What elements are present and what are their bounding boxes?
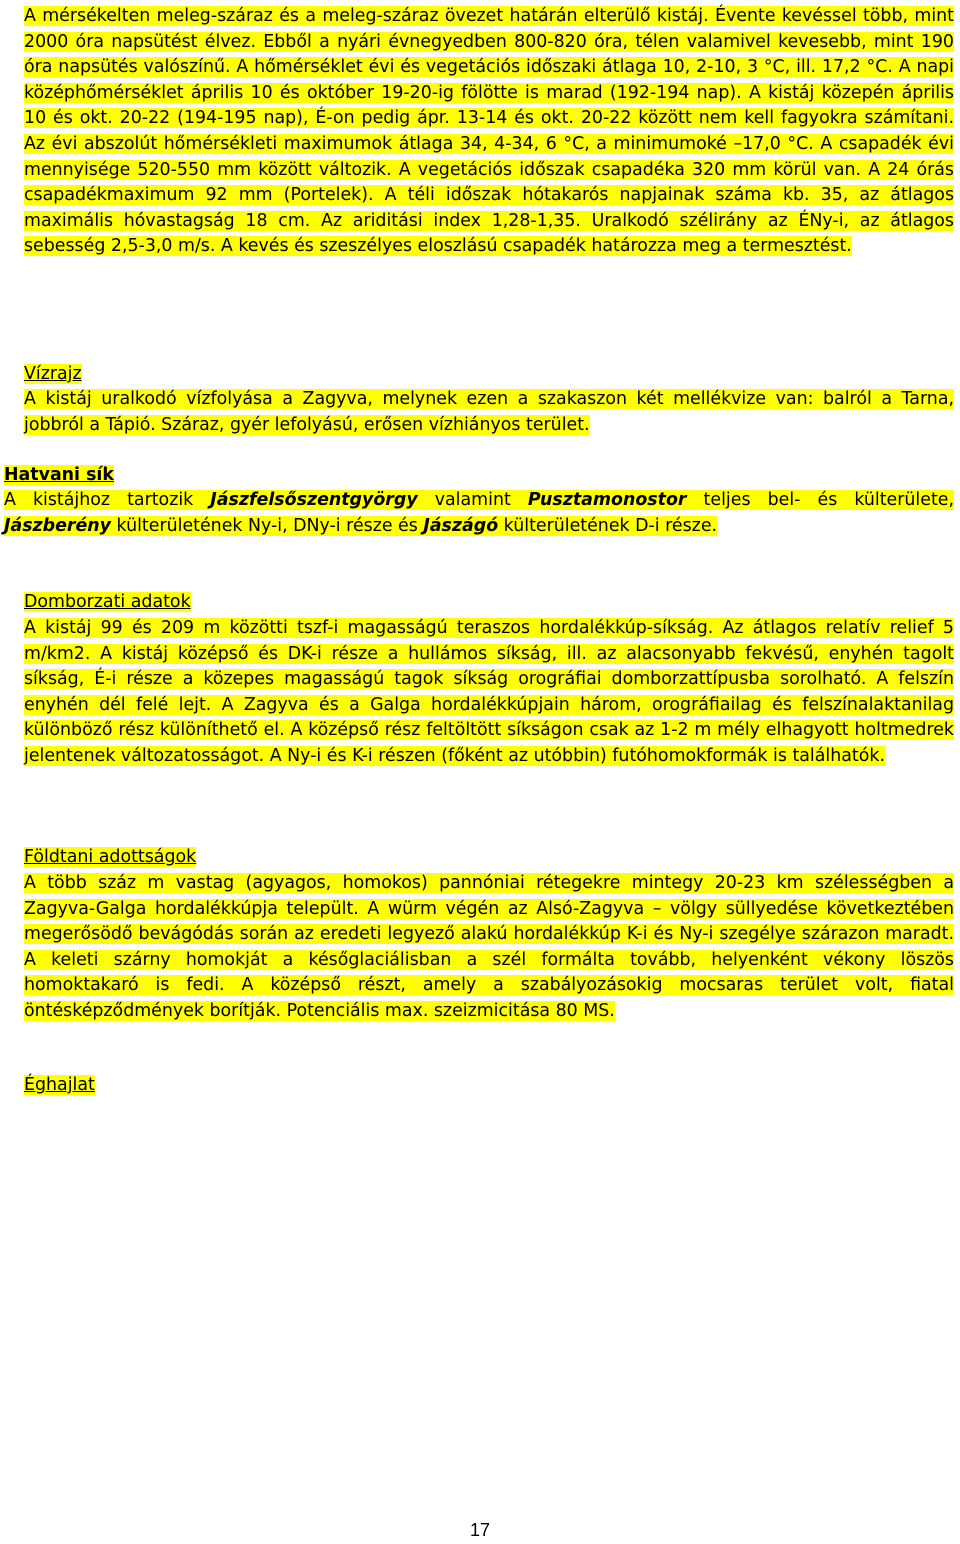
- hatvani-heading: Hatvani sík: [4, 465, 114, 485]
- relief-paragraph: [24, 616, 954, 770]
- hydrology-text: A kistáj uralkodó vízfolyása a Zagyva, melynek ezen a szakaszon két mellékvize van: balról a Tarna, jobbról a Tápió. Száraz, gyér lefolyású, erősen vízhiányos terület.: [24, 389, 954, 435]
- relief-heading: Domborzati adatok: [24, 592, 191, 612]
- page-number: 17: [469, 1520, 491, 1540]
- hydrology-heading: Vízrajz: [24, 364, 82, 384]
- climate-paragraph: [24, 4, 954, 260]
- hatvani-paragraph: A kistájhoz tartozik Jászfelsőszentgyörgy valamint Pusztamonostor teljes bel- és külterülete, Jászberény külterületének Ny-i, DNy-i része és Jászágó külterületének D-i része.: [4, 490, 954, 536]
- place-jaszago: Jászágó: [423, 515, 499, 536]
- relief-text: A kistáj 99 és 209 m közötti tszf-i magasságú teraszos hordalékkúp-síkság. Az átlagos relatív relief 5 m/km2. A kistáj középső és DK-i része a hullámos síkság, ill. az alacsonyabb fekvésű, enyhén tagolt síkság, É-i része a közepes magasságú tagok síkság orográfiai domborzattípusba sorolható. A felszín enyhén dél felé lejt. A Zagyva és a Galga hordalékkúpjain három, orográfiailag és felszínalaktanilag különböző rész különíthető el. A középső rész feltöltött síkságon csak az 1-2 m mély elhagyott holtmedrek jelentenek változatosságot. A Ny-i és K-i részen (főként az utóbbin) futóhomokformák is találhatók.: [24, 618, 954, 766]
- geology-text: A több száz m vastag (agyagos, homokos) pannóniai rétegekre mintegy 20-23 km szélességben a Zagyva-Galga hordalékkúpja települt. A würm végén az Alsó-Zagyva – völgy süllyedése következtében megerősödő bevágódás során az eredeti legyező alakú hordalékkúp K-i és Ny-i szegélye szárazon maradt. A keleti szárny homokját a későglaciálisban a szél formálta tovább, helyenként vékony löszös homoktakaró is fedi. A középső részt, amely a szabályozásokig mocsaras terület volt, fiatal öntésképződmények borítják. Potenciális max. szeizmicitása 80 MS.: [24, 873, 954, 1021]
- geology-paragraph: [24, 871, 954, 1025]
- climate-heading: Éghajlat: [24, 1075, 95, 1095]
- place-jaszfelsoszentgyorgy: Jászfelsőszentgyörgy: [210, 490, 418, 510]
- place-pusztamonostor: Pusztamonostor: [527, 490, 687, 510]
- geology-heading: Földtani adottságok: [24, 847, 197, 867]
- climate-text: A mérsékelten meleg-száraz és a meleg-száraz övezet határán elterülő kistáj. Évente kevéssel több, mint 2000 óra napsütést élvez. Ebből a nyári évnegyedben 800-820 óra, télen valamivel kevesebb, mint 190 óra napsütés valószínű. A hőmérséklet évi és vegetációs időszaki átlaga 10, 2-10, 3 °C, ill. 17,2 °C. A napi középhőmérséklet április 10 és október 19-20-ig fölötte is marad (192-194 nap). A kistáj közepén április 10 és okt. 20-22 (194-195 nap), É-on pedig ápr. 13-14 és okt. 20-22 között nem kell fagyokra számítani. Az évi abszolút hőmérsékleti maximumok átlaga 34, 4-34, 6 °C, a minimumoké –17,0 °C. A csapadék évi mennyisége 520-550 mm között változik. A vegetációs időszak csapadéka 320 mm körül van. A 24 órás csapadékmaximum 92 mm (Portelek). A téli időszak hótakarós napjainak száma kb. 35, az átlagos maximális hóvastagság 18 cm. Az ariditási index 1,28-1,35. Uralkodó szélirány az ÉNy-i, az átlagos sebesség 2,5-3,0 m/s. A kevés és szeszélyes eloszlású csapadék határozza meg a termesztést.: [24, 6, 954, 257]
- hydrology-paragraph: [24, 387, 954, 438]
- place-jaszbereny: Jászberény: [4, 515, 112, 536]
